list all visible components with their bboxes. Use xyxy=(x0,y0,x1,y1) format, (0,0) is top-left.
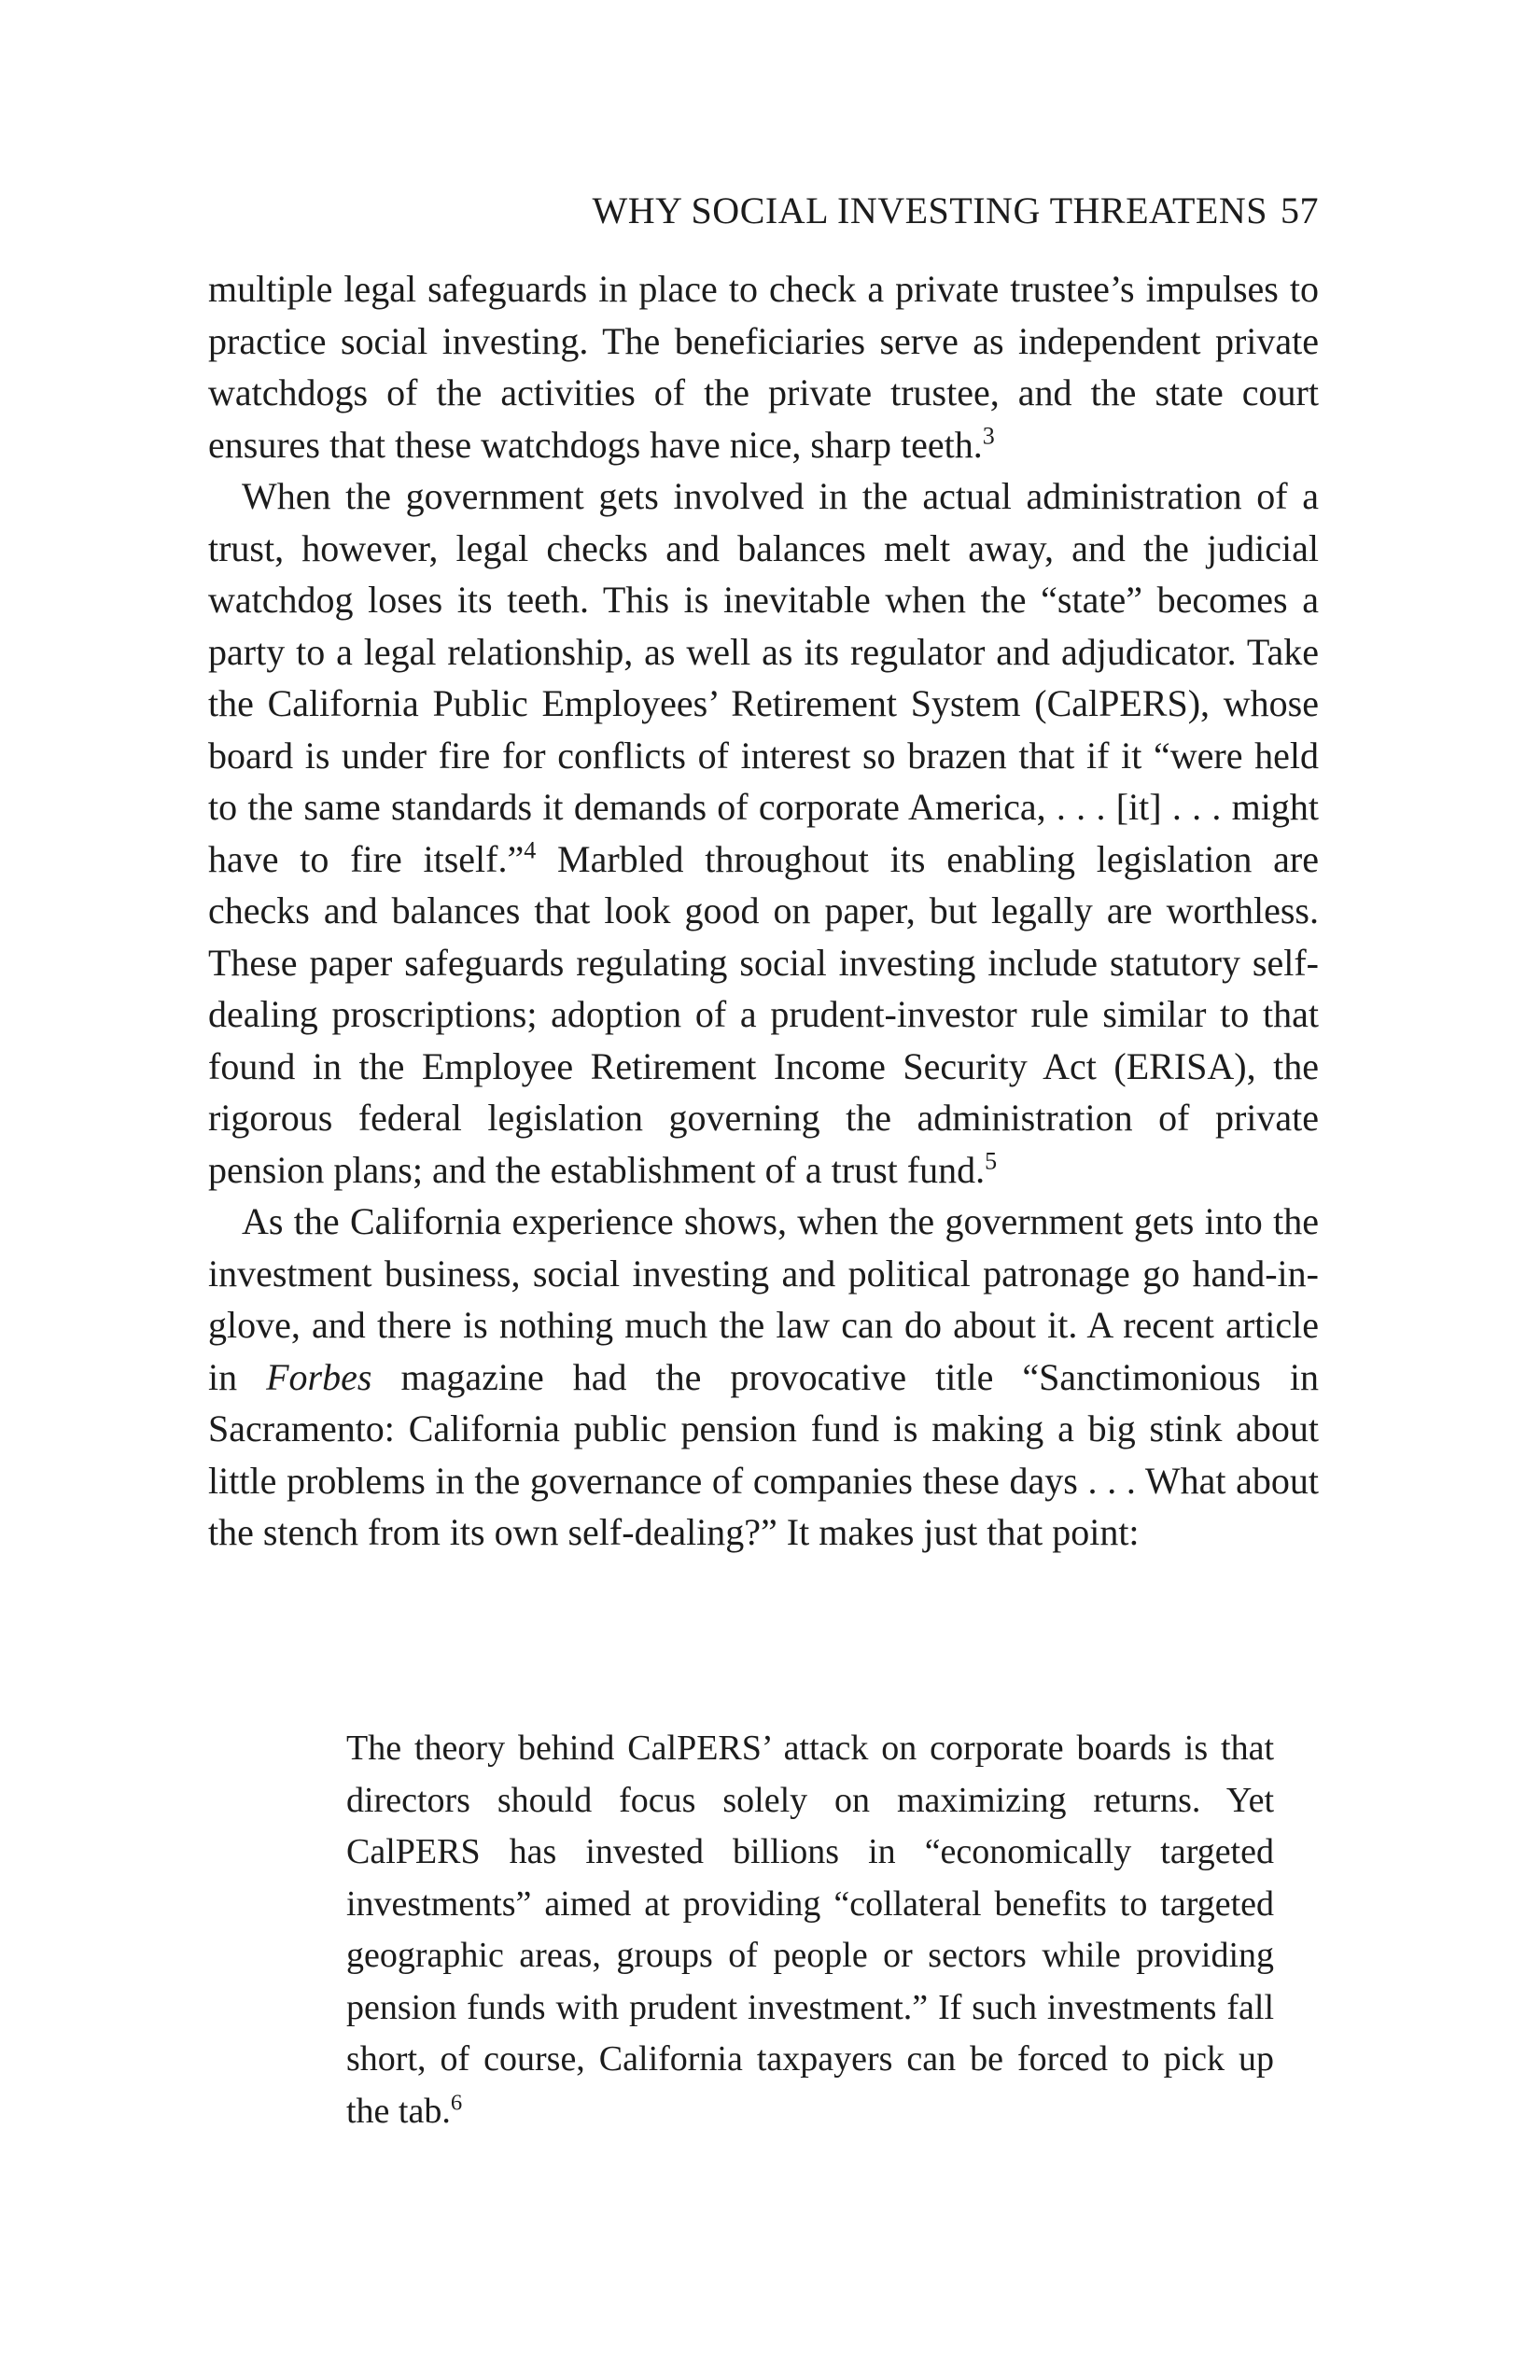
paragraph-3 xyxy=(208,1196,1319,1559)
footnote-marker-3: 3 xyxy=(982,422,995,450)
running-header xyxy=(593,189,1319,232)
running-head-title: WHY SOCIAL INVESTING THREATENS xyxy=(592,189,1267,231)
body-text xyxy=(208,263,1319,1559)
paragraph-2 xyxy=(208,470,1319,1196)
paragraph-2-text-a: When the government gets involved in the actual administration of a trust, however, legal checks and balances melt away, and the judicial watchdog loses its teeth. This is inevitable when the “state” becomes a party to a legal relationship, as well as its regulator and adjudicator. Take the California Public Employees’ Retirement System (CalPERS), whose board is under fire for conflicts of interest so brazen that if it “were held to the same standards it demands of corporate America, . . . [it] . . . might have to fire itself.” xyxy=(208,475,1319,880)
footnote-marker-4: 4 xyxy=(524,836,537,864)
paragraph-3-text-b: magazine had the provocative title “Sanctimonious in Sacramento: California public pension fund is making a big stink about little problems in the governance of companies these days . . . What about the stench from its own self-dealing?” It makes just that point: xyxy=(208,1355,1319,1553)
paragraph-3-text-a: As the California experience shows, when the government gets into the investment business, social investing and political patronage go hand-in-glove, and there is nothing much the law can do about it. A recent article in xyxy=(208,1200,1319,1398)
paragraph-1-text: multiple legal safeguards in place to check a private trustee’s impulses to practice social investing. The beneficiaries serve as independent private watchdogs of the activities of the private trustee, and the state court ensures that these watchdogs have nice, sharp teeth. xyxy=(208,268,1319,466)
paragraph-1 xyxy=(208,263,1319,470)
book-page xyxy=(208,0,1319,2380)
block-quotation xyxy=(346,1723,1274,2137)
magazine-title: Forbes xyxy=(266,1355,372,1398)
quote-paragraph xyxy=(346,1723,1274,2137)
footnote-marker-6: 6 xyxy=(450,2089,463,2115)
paragraph-2-text-b: Marbled throughout its enabling legislation are checks and balances that look good on paper, but legally are worthless. These paper safeguards regulating social investing include statutory self-dealing proscriptions; adoption of a prudent-investor rule similar to that found in the Employee Retirement Income Security Act (ERISA), the rigorous federal legislation governing the administration of private pension plans; and the establishment of a trust fund. xyxy=(208,837,1319,1191)
quote-text: The theory behind CalPERS’ attack on corporate boards is that directors should focus solely on maximizing returns. Yet CalPERS has invested billions in “economically targeted investments” aimed at providing “collateral benefits to targeted geographic areas, groups of people or sectors while providing pension funds with prudent investment.” If such investments fall short, of course, California taxpayers can be forced to pick up the tab. xyxy=(346,1729,1274,2131)
footnote-marker-5: 5 xyxy=(985,1147,998,1175)
page-number: 57 xyxy=(1281,189,1319,231)
